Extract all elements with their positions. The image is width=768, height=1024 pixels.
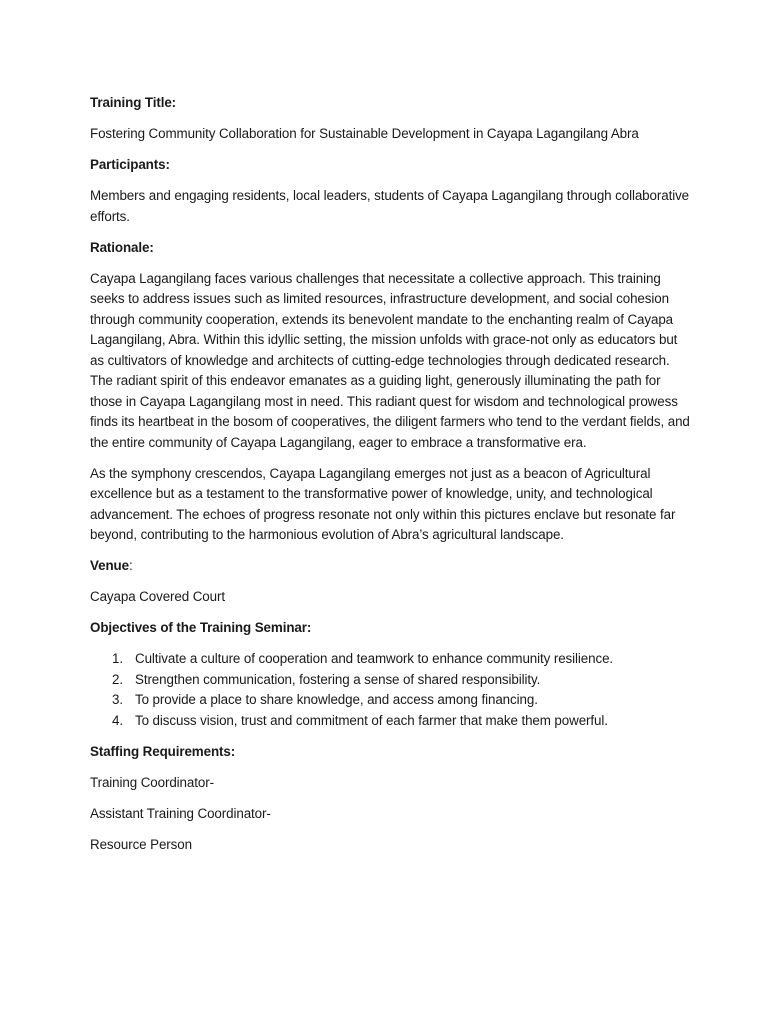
objective-item bbox=[90, 711, 690, 732]
participants-heading: Participants: bbox=[90, 157, 170, 172]
objectives-heading: Objectives of the Training Seminar: bbox=[90, 620, 312, 635]
rationale-paragraph-2: As the symphony crescendos, Cayapa Lagangilang emerges not just as a beacon of Agricultural excellence but as a testament to the transformative power of knowledge, unity, and technological advancement. The echoes of progress resonate not only within this pictures enclave but resonate far beyond, contributing to the harmonious evolution of Abra’s agricultural landscape. bbox=[90, 465, 676, 542]
objective-number: 2. bbox=[112, 671, 123, 687]
staffing-role-assistant-coordinator: Assistant Training Coordinator- bbox=[90, 805, 271, 821]
venue-heading bbox=[90, 556, 690, 577]
venue-label: Venue bbox=[90, 558, 129, 573]
staffing-role-resource-person: Resource Person bbox=[90, 836, 192, 852]
objective-text: Cultivate a culture of cooperation and teamwork to enhance community resilience. bbox=[135, 651, 614, 666]
venue-colon: : bbox=[128, 558, 133, 573]
objective-text: To provide a place to share knowledge, and access among financing. bbox=[135, 692, 538, 707]
objectives-list bbox=[90, 649, 690, 731]
document-page bbox=[90, 93, 690, 866]
staffing-heading: Staffing Requirements: bbox=[90, 743, 236, 759]
objective-item bbox=[90, 649, 690, 670]
objective-text: To discuss vision, trust and commitment of each farmer that make them powerful. bbox=[135, 712, 608, 728]
venue-value: Cayapa Covered Court bbox=[90, 589, 225, 604]
rationale-paragraph-1: Cayapa Lagangilang faces various challenges that necessitate a collective approach. This training seeks to address issues such as limited resources, infrastructure development, and social cohesion through community cooperation, extends its benevolent mandate to the enchanting realm of Cayapa Lagangilang, Abra. Within this idyllic setting, the mission unfolds with grace-not only as educators but as cultivators of knowledge and architects of cutting-edge technologies through dedicated research. The radiant spirit of this endeavor emanates as a guiding light, generously illuminating the path for those in Cayapa Lagangilang most in need. This radiant quest for wisdom and technological prowess finds its heartbeat in the bosom of cooperatives, the diligent farmers who tend to the verdant fields, and the entire community of Cayapa Lagangilang, eager to embrace a transformative era. bbox=[90, 270, 690, 450]
participants-value: Members and engaging residents, local leaders, students of Cayapa Lagangilang through collaborative efforts. bbox=[90, 188, 690, 224]
objective-number: 3. bbox=[112, 692, 123, 707]
rationale-heading: Rationale: bbox=[90, 239, 154, 255]
objective-text: Strengthen communication, fostering a sense of shared responsibility. bbox=[135, 671, 541, 687]
objective-item bbox=[90, 690, 690, 711]
training-title-heading: Training Title: bbox=[90, 95, 177, 110]
staffing-role-training-coordinator: Training Coordinator- bbox=[90, 774, 214, 790]
objective-item bbox=[90, 670, 690, 691]
objective-number: 4. bbox=[112, 712, 123, 728]
training-title-value: Fostering Community Collaboration for Sustainable Development in Cayapa Lagangilang Abra bbox=[90, 126, 639, 141]
objective-number: 1. bbox=[112, 651, 123, 666]
